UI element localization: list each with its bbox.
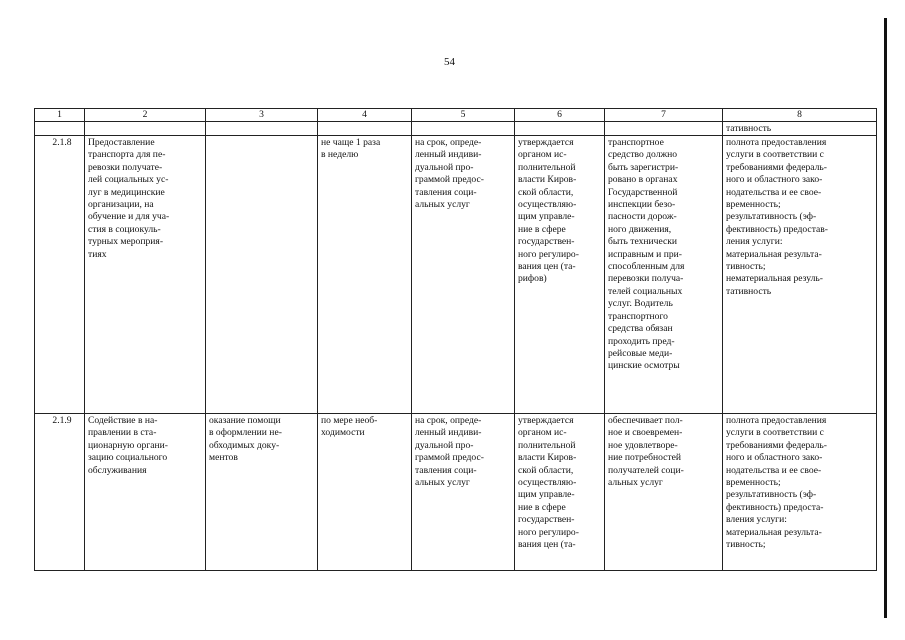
service-description: оказание помощи в оформлении не- обходимых доку- ментов	[206, 414, 318, 571]
service-term: на срок, опреде- ленный индиви- дуальной про- граммой предос- тавления соци- альных услуг	[412, 414, 515, 571]
column-number: 6	[515, 109, 605, 122]
row-number: 2.1.8	[35, 136, 85, 414]
column-number: 1	[35, 109, 85, 122]
service-name: Содействие в на- правлении в ста- ционарную органи- зацию социального обслуживания	[85, 414, 206, 571]
column-number: 7	[605, 109, 723, 122]
table-cell: тативность	[723, 122, 877, 136]
service-term: на срок, опреде- ленный индиви- дуальной про- граммой предос- тавления соци- альных услуг	[412, 136, 515, 414]
page-number: 54	[444, 56, 455, 68]
column-number: 2	[85, 109, 206, 122]
service-frequency: не чаще 1 раза в неделю	[318, 136, 412, 414]
table-cell	[35, 122, 85, 136]
table-cell	[318, 122, 412, 136]
table-cell	[515, 122, 605, 136]
service-conditions: обеспечивает пол- ное и своевремен- ное удовлетворе- ние потребностей получателей соци- альных услуг	[605, 414, 723, 571]
continuation-row	[35, 122, 877, 136]
service-cost: утверждается органом ис- полнительной власти Киров- ской области, осуществляю- щим управле- ние в сфере государствен- ного регулиро- вания цен (та-	[515, 414, 605, 571]
service-indicators: полнота предоставления услуги в соответствии с требованиями федераль- ного и областного зако- нодательства и ее свое- временность; результативность (эф- фективность) предостав- ления услуги: материальная результа- тивность; нематериальная резуль- тативность	[723, 136, 877, 414]
table-cell	[605, 122, 723, 136]
service-conditions: транспортное средство должно быть зарегистри- ровано в органах Государственной инспекции безо- пасности дорож- ного движения, быть технически исправным и при- способленным для перевозки получа- телей социальных услуг. Водитель транспортного средства обязан проходить пред- рейсовые меди- цинские осмотры	[605, 136, 723, 414]
page-edge-rule	[884, 18, 887, 618]
service-name: Предоставление транспорта для пе- ревозки получате- лей социальных ус- луг в медицинские организации, на обучение и для уча- стия в социокуль- турных мероприя- тиях	[85, 136, 206, 414]
table-cell	[206, 122, 318, 136]
services-table	[34, 108, 877, 571]
column-number: 4	[318, 109, 412, 122]
column-number: 5	[412, 109, 515, 122]
table-row	[35, 136, 877, 414]
column-number: 8	[723, 109, 877, 122]
row-number: 2.1.9	[35, 414, 85, 571]
table-cell	[412, 122, 515, 136]
service-cost: утверждается органом ис- полнительной власти Киров- ской области, осуществляю- щим управле- ние в сфере государствен- ного регулиро- вания цен (та- рифов)	[515, 136, 605, 414]
column-number: 3	[206, 109, 318, 122]
service-description	[206, 136, 318, 414]
service-frequency: по мере необ- ходимости	[318, 414, 412, 571]
column-number-row	[35, 109, 877, 122]
table-row	[35, 414, 877, 571]
service-indicators: полнота предоставления услуги в соответствии с требованиями федераль- ного и областного зако- нодательства и ее свое- временность; результативность (эф- фективность) предоста- вления услуги: материальная результа- тивность;	[723, 414, 877, 571]
table-cell	[85, 122, 206, 136]
